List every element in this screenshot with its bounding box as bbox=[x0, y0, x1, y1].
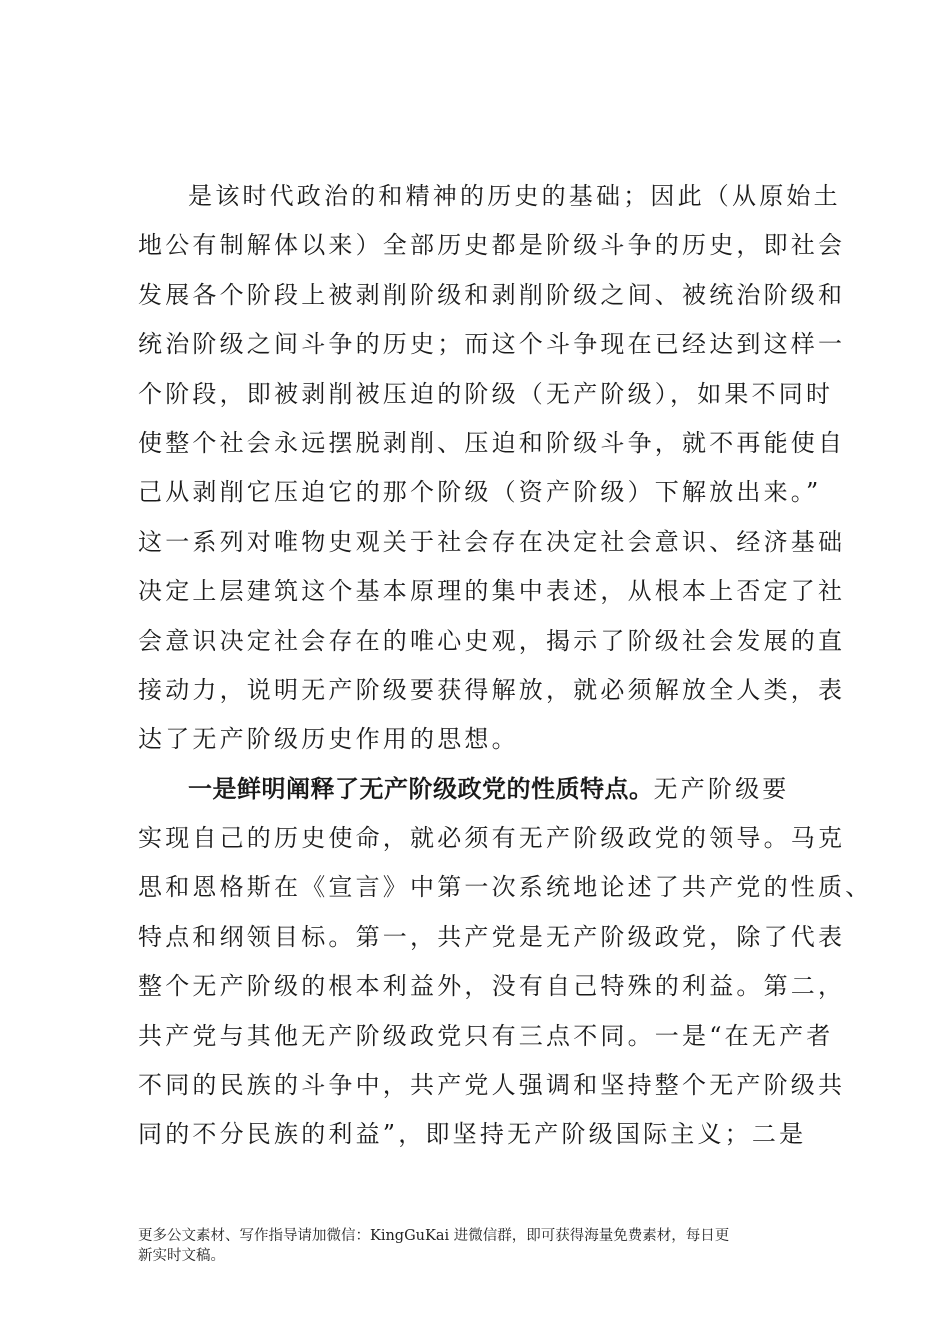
paragraph-2 bbox=[138, 765, 873, 1160]
text-line: 达了无产阶级历史作用的思想。 bbox=[138, 725, 519, 754]
text-line: 使整个社会永远摆脱剥削、压迫和阶级斗争，就不再能使自 bbox=[138, 428, 846, 457]
text-line: 会意识决定社会存在的唯心史观，揭示了阶级社会发展的直 bbox=[138, 626, 846, 655]
text-line: 决定上层建筑这个基本原理的集中表述，从根本上否定了社 bbox=[138, 577, 846, 606]
page-footer-note bbox=[138, 1226, 828, 1266]
text-line: 思和恩格斯在《宣言》中第一次系统地论述了共产党的性质、 bbox=[138, 873, 873, 902]
text-line: 个阶段，即被剥削被压迫的阶级（无产阶级），如果不同时 bbox=[138, 379, 834, 408]
text-line: 己从剥削它压迫它的那个阶级（资产阶级）下解放出来。” bbox=[138, 478, 822, 507]
text-line: 整个无产阶级的根本利益外，没有自己特殊的利益。第二， bbox=[138, 972, 846, 1001]
text-line: 统治阶级之间斗争的历史；而这个斗争现在已经达到这样一 bbox=[138, 330, 846, 359]
footer-line: 新实时文稿。 bbox=[138, 1248, 225, 1264]
footer-line: 更多公文素材、写作指导请加微信：KingGuKai 进微信群，即可获得海量免费素材，每日更 bbox=[138, 1228, 730, 1244]
text-line: 这一系列对唯物史观关于社会存在决定社会意识、经济基础 bbox=[138, 527, 846, 556]
text-line: 不同的民族的斗争中，共产党人强调和坚持整个无产阶级共 bbox=[138, 1071, 846, 1100]
heading-line-rest: 无产阶级要 bbox=[653, 774, 790, 803]
text-line: 是该时代政治的和精神的历史的基础；因此（从原始土 bbox=[188, 182, 841, 210]
text-line: 接动力，说明无产阶级要获得解放，就必须解放全人类，表 bbox=[138, 675, 846, 704]
text-line: 地公有制解体以来）全部历史都是阶级斗争的历史，即社会 bbox=[138, 231, 846, 260]
text-line bbox=[138, 765, 828, 814]
paragraph-1 bbox=[138, 172, 846, 765]
text-line: 特点和纲领目标。第一，共产党是无产阶级政党，除了代表 bbox=[138, 922, 846, 951]
text-line: 发展各个阶段上被剥削阶级和剥削阶级之间、被统治阶级和 bbox=[138, 280, 846, 309]
paragraph-heading: 一是鲜明阐释了无产阶级政党的性质特点。 bbox=[188, 774, 654, 803]
text-line: 同的不分民族的利益”，即坚持无产阶级国际主义；二是 bbox=[138, 1120, 807, 1149]
text-line: 共产党与其他无产阶级政党只有三点不同。一是“在无产者 bbox=[138, 1021, 834, 1050]
text-line: 实现自己的历史使命，就必须有无产阶级政党的领导。马克 bbox=[138, 824, 846, 853]
document-body bbox=[138, 172, 873, 1160]
